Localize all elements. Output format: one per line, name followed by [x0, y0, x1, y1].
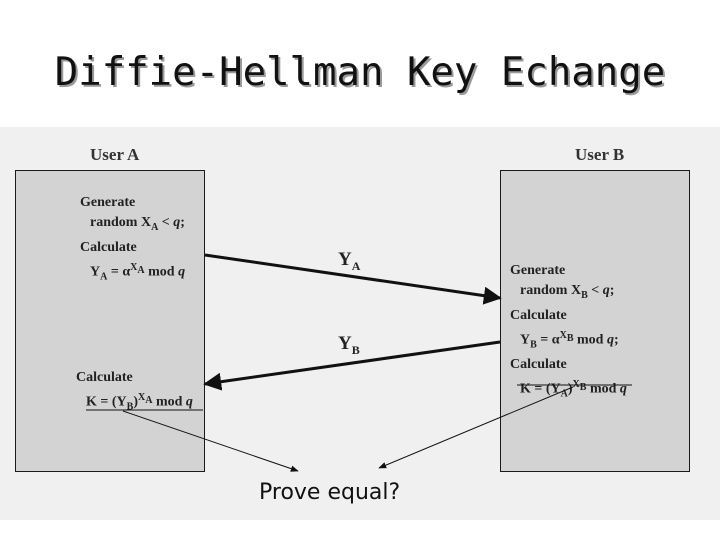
user-b-k-q: q	[619, 381, 627, 397]
user-b-k-prefix: K = (Y	[520, 381, 561, 397]
yb-sub: B	[351, 342, 360, 357]
user-b-y-sup-x: X	[559, 329, 567, 341]
user-b-k-close: )	[567, 381, 573, 397]
user-b-random-q: q	[602, 283, 610, 298]
ya-arrow	[205, 255, 500, 298]
user-b-y-sub: B	[530, 339, 537, 351]
user-b-y-q: q	[606, 332, 614, 348]
user-a-k-sub: B	[126, 401, 134, 413]
user-b-y-sup-sub: B	[566, 332, 574, 344]
user-b-calculate-label: Calculate	[510, 307, 567, 323]
yb-arrow	[205, 342, 500, 384]
prove-arrow-from-a	[123, 411, 298, 471]
user-a-k-q: q	[185, 394, 193, 410]
user-b-random-suffix: <	[587, 283, 603, 298]
user-b-k-mod: mod	[586, 381, 620, 397]
user-b-random-sub: B	[581, 289, 588, 301]
user-b-y-mod: mod	[573, 332, 607, 348]
user-a-y-sup-x: X	[130, 261, 138, 273]
user-a-y-q: q	[178, 264, 186, 280]
user-b-y-eq: = α	[536, 332, 560, 348]
user-b-k-sup-sub: B	[579, 382, 587, 394]
user-b-generate-label: Generate	[510, 263, 566, 278]
user-a-y-mod: mod	[144, 264, 179, 280]
user-a-y-sub: A	[100, 271, 108, 283]
user-a-random-sub: A	[151, 221, 159, 233]
user-a-random-end: ;	[180, 215, 185, 230]
user-a-random-suffix: <	[158, 215, 174, 230]
user-a-y-eq: = α	[107, 264, 131, 280]
user-b-y-letter: Y	[520, 332, 531, 348]
prove-arrow-from-b	[379, 387, 573, 468]
user-a-k-sup-x: X	[137, 392, 146, 403]
yb-letter: Y	[338, 333, 352, 354]
user-a-random-prefix: random X	[90, 215, 152, 230]
user-a-calculate-key-label: Calculate	[76, 370, 133, 385]
user-a-k-prefix: K = (Y	[86, 394, 127, 410]
user-a-k-sup-sub: A	[145, 395, 153, 406]
user-b-calculate-key-label: Calculate	[510, 357, 567, 373]
ya-letter: Y	[338, 249, 352, 270]
user-b-random-prefix: random X	[520, 283, 582, 298]
user-a-k-mod: mod	[152, 394, 186, 410]
user-a-generate-label: Generate	[80, 195, 136, 210]
user-a-random-q: q	[173, 215, 181, 230]
user-b-k-sub: A	[560, 388, 568, 400]
user-b-y-end: ;	[613, 332, 619, 348]
user-a-k-close: )	[133, 394, 138, 410]
user-a-y-letter: Y	[90, 264, 101, 280]
prove-equal-question: Prove equal?	[259, 480, 401, 505]
user-a-calculate-label: Calculate	[80, 239, 137, 255]
ya-sub: A	[351, 258, 361, 273]
user-b-random-end: ;	[609, 283, 615, 298]
slide-title: Diffie-Hellman Key Echange	[54, 50, 666, 95]
user-a-label: User A	[90, 145, 140, 164]
user-a-y-sup-sub: A	[137, 264, 145, 276]
user-b-label: User B	[575, 145, 625, 164]
user-b-k-sup-x: X	[572, 379, 580, 391]
